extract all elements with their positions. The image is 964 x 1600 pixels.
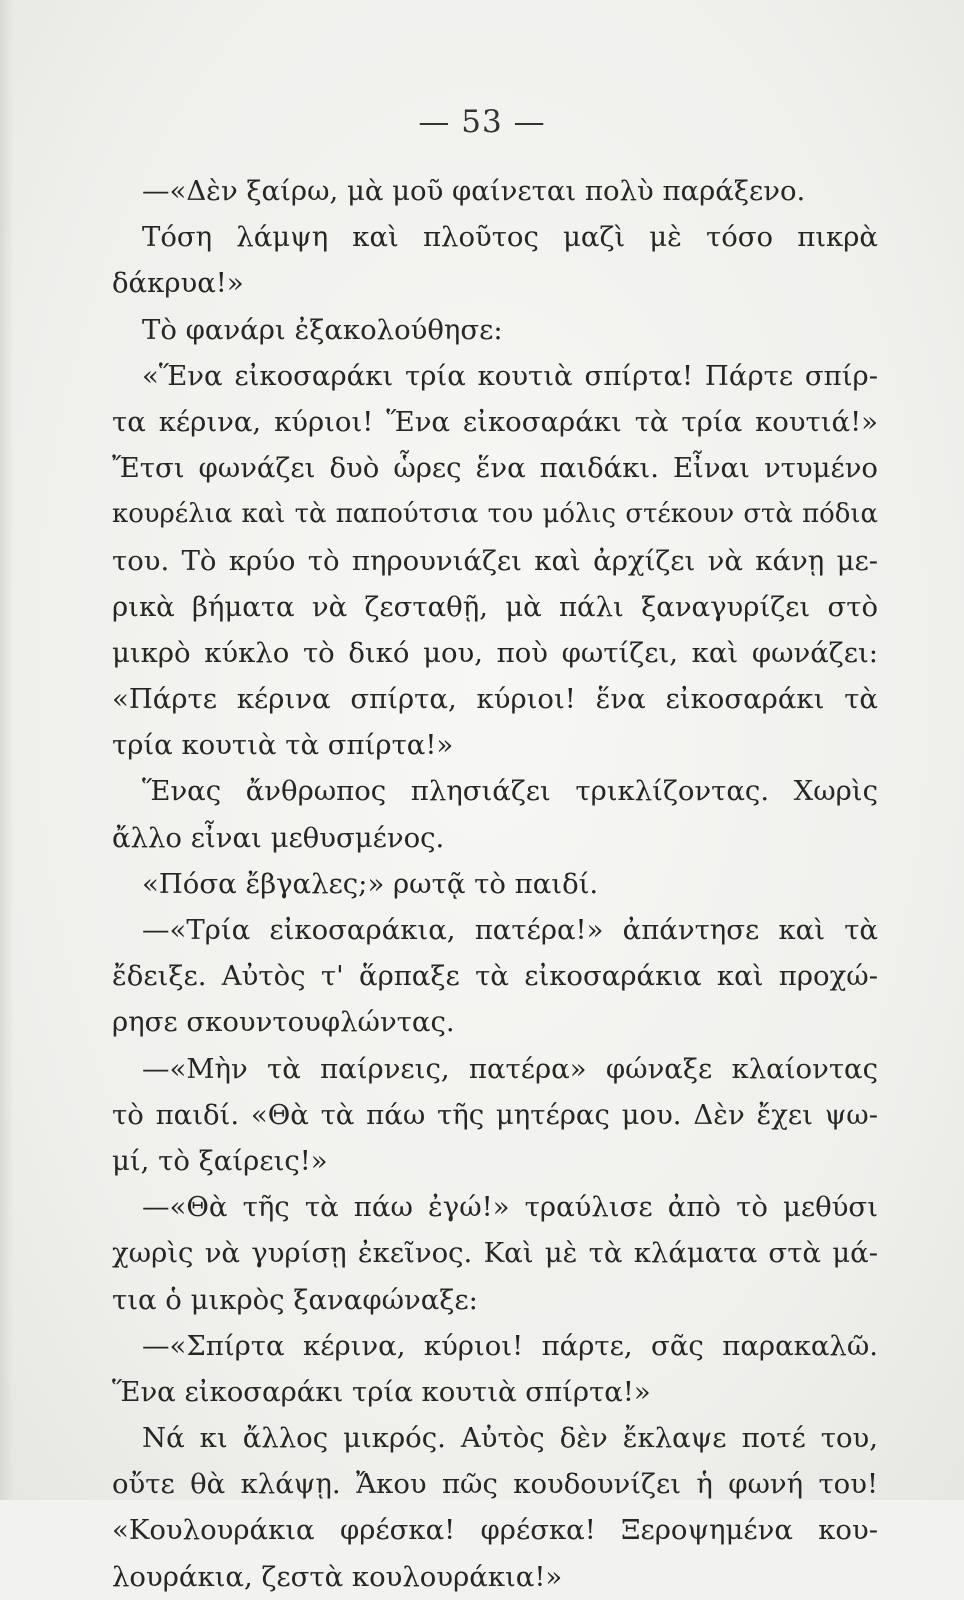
text-line: Τὸ φανάρι ἐξακολούθησε:: [142, 313, 503, 346]
text-line: χωρὶς νὰ γυρίσῃ ἐκεῖνος. Καὶ μὲ τὰ κλάματα στὰ μά-: [112, 1237, 878, 1270]
page-number: — 53 —: [418, 104, 546, 140]
page-edge-shadow: [0, 0, 14, 1500]
text-line: δάκρυα!»: [112, 267, 244, 300]
text-line: —«Θὰ τῆς τὰ πάω ἐγώ!» τραύλισε ἀπὸ τὸ μεθύσι: [142, 1191, 878, 1224]
text-line: ἔδειξε. Αὐτὸς τ' ἅρπαξε τὰ εἰκοσαράκια καὶ προχώ-: [112, 960, 878, 993]
text-line: τια ὁ μικρὸς ξαναφώναξε:: [112, 1283, 478, 1316]
text-line: του. Τὸ κρύο τὸ πηρουνιάζει καὶ ἀρχίζει νὰ κάνῃ με-: [112, 544, 878, 577]
text-line: Ἔτσι φωνάζει δυὸ ὧρες ἕνα παιδάκι. Εἶναι ντυμένο: [112, 452, 878, 485]
text-line: λουράκια, ζεστὰ κουλουράκια!»: [112, 1560, 563, 1593]
text-line: μί, τὸ ξαίρεις!»: [112, 1144, 328, 1177]
text-line: —«Μὴν τὰ παίρνεις, πατέρα» φώναξε κλαίοντας: [142, 1052, 878, 1085]
text-line: τρία κουτιὰ τὰ σπίρτα!»: [112, 729, 454, 762]
text-line: Ἕνα εἰκοσαράκι τρία κουτιὰ σπίρτα!»: [112, 1375, 651, 1408]
text-line: —«Σπίρτα κέρινα, κύριοι! πάρτε, σᾶς παρακαλῶ.: [142, 1329, 878, 1362]
text-line: —«Τρία εἰκοσαράκια, πατέρα!» ἀπάντησε καὶ τὰ: [142, 914, 878, 946]
text-line: «Κουλουράκια φρέσκα! φρέσκα! Ξεροψημένα κου-: [112, 1514, 878, 1547]
text-line: «Πόσα ἔβγαλες;» ρωτᾷ τὸ παιδί.: [142, 867, 599, 900]
text-line: ρικὰ βήματα νὰ ζεσταθῇ, μὰ πάλι ξαναγυρίζει στὸ: [112, 590, 878, 623]
text-line: τα κέρινα, κύριοι! Ἕνα εἰκοσαράκι τὰ τρία κουτιά!»: [112, 405, 878, 438]
text-line: «Ἕνα εἰκοσαράκι τρία κουτιὰ σπίρτα! Πάρτε σπίρ-: [142, 359, 878, 392]
text-line: τὸ παιδί. «Θὰ τὰ πάω τῆς μητέρας μου. Δὲν ἔχει ψω-: [112, 1098, 878, 1131]
text-line: ρησε σκουντουφλώντας.: [112, 1006, 455, 1039]
text-line: Τόση λάμψη καὶ πλοῦτος μαζὶ μὲ τόσο πικρὰ: [142, 221, 878, 254]
body-text: [112, 168, 878, 1600]
text-line: Ἕνας ἄνθρωπος πλησιάζει τρικλίζοντας. Χωρὶς: [142, 775, 878, 808]
text-line: οὔτε θὰ κλάψῃ. Ἄκου πῶς κουδουνίζει ἡ φωνή του!: [112, 1468, 878, 1501]
text-line: Νά κι ἄλλος μικρός. Αὐτὸς δὲν ἔκλαψε ποτέ του,: [142, 1422, 878, 1455]
text-line: «Πάρτε κέρινα σπίρτα, κύριοι! ἕνα εἰκοσαράκι τὰ: [112, 683, 878, 716]
text-line: μικρὸ κύκλο τὸ δικό μου, ποὺ φωτίζει, καὶ φωνάζει:: [112, 636, 878, 669]
text-line: ἄλλο εἶναι μεθυσμένος.: [112, 821, 445, 854]
text-line: κουρέλια καὶ τὰ παπούτσια του μόλις στέκουν στὰ πόδια: [112, 499, 878, 530]
text-line: —«Δὲν ξαίρω, μὰ μοῦ φαίνεται πολὺ παράξενο.: [142, 175, 806, 207]
